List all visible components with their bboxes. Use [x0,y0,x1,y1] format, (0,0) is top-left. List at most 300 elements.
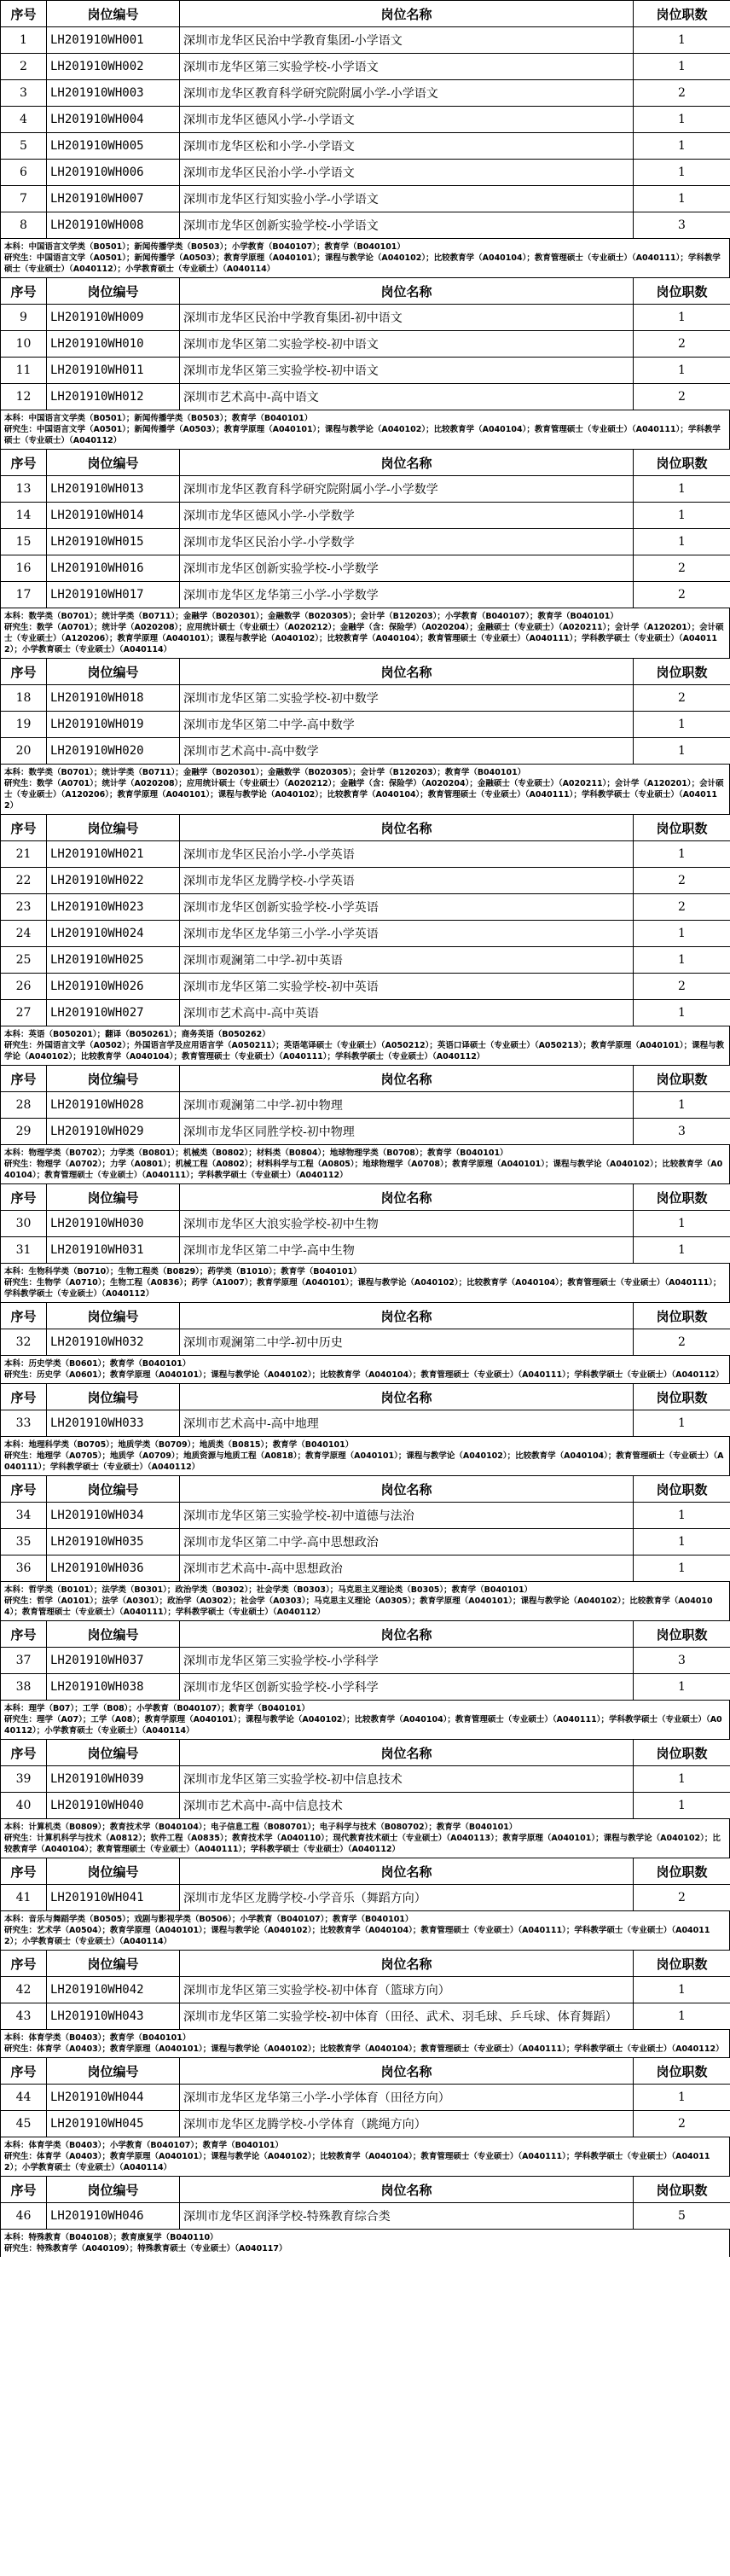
post-name-cell: 深圳市龙华区龙华第三小学-小学英语 [180,921,634,947]
post-code-cell: LH201910WH011 [47,358,180,384]
seq-cell: 24 [1,921,47,947]
post-count-cell: 2 [634,868,730,894]
post-count-cell: 1 [634,503,730,529]
header-post-name: 岗位名称 [180,1476,634,1503]
post-count-cell: 1 [634,27,730,54]
post-code-cell: LH201910WH019 [47,712,180,738]
table-header-row [1,278,730,305]
post-count-cell: 2 [634,1885,730,1911]
table-header-row [1,1740,730,1766]
post-count-cell: 1 [634,921,730,947]
seq-cell: 33 [1,1410,47,1437]
post-name-cell: 深圳市龙华区第三实验学校-初中信息技术 [180,1766,634,1793]
post-code-cell: LH201910WH040 [47,1793,180,1819]
table-row [1,1766,730,1793]
table-row [1,1119,730,1145]
post-count-cell: 1 [634,1555,730,1582]
table-header-row [1,2177,730,2203]
header-post-name: 岗位名称 [180,1621,634,1648]
header-seq: 序号 [1,450,47,476]
seq-cell: 31 [1,1237,47,1264]
header-post-count: 岗位职数 [634,1740,730,1766]
positions-table [0,449,730,608]
post-code-cell: LH201910WH009 [47,305,180,331]
post-code-cell: LH201910WH014 [47,503,180,529]
header-post-count: 岗位职数 [634,1621,730,1648]
post-count-cell: 1 [634,738,730,765]
seq-cell: 13 [1,476,47,503]
header-seq: 序号 [1,1621,47,1648]
major-requirements-note: 本科：体育学类（B0403）；小学教育（B040107）；教育学（B040101） 研究生：体育学（A0403）；教育学原理（A040101）；课程与教学论（A040102）；比较教育学（A040104）；教育管理硕士（专业硕士）（A040111）；学科教学硕士（专业硕士）（A040112）；小学教育硕士（专业硕士）（A040114） [0,2137,730,2176]
seq-cell: 43 [1,2003,47,2030]
post-count-cell: 2 [634,974,730,1000]
header-code: 岗位编号 [47,1858,180,1885]
table-row [1,1000,730,1026]
post-count-cell: 2 [634,555,730,582]
header-post-count: 岗位职数 [634,1066,730,1092]
post-name-cell: 深圳市艺术高中-高中地理 [180,1410,634,1437]
positions-table [0,1065,730,1145]
table-row [1,80,730,107]
seq-cell: 8 [1,212,47,239]
post-name-cell: 深圳市龙华区第二中学-高中数学 [180,712,634,738]
post-count-cell: 1 [634,1977,730,2003]
post-name-cell: 深圳市艺术高中-高中思想政治 [180,1555,634,1582]
post-code-cell: LH201910WH003 [47,80,180,107]
post-code-cell: LH201910WH028 [47,1092,180,1119]
table-row [1,685,730,712]
header-post-count: 岗位职数 [634,1951,730,1977]
post-name-cell: 深圳市龙华区第二中学-高中思想政治 [180,1529,634,1555]
post-name-cell: 深圳市观澜第二中学-初中历史 [180,1329,634,1356]
header-post-count: 岗位职数 [634,659,730,685]
post-code-cell: LH201910WH020 [47,738,180,765]
header-seq: 序号 [1,1384,47,1410]
post-count-cell: 1 [634,529,730,555]
table-row [1,1885,730,1911]
post-code-cell: LH201910WH035 [47,1529,180,1555]
header-seq: 序号 [1,1303,47,1329]
header-post-name: 岗位名称 [180,278,634,305]
seq-cell: 12 [1,384,47,410]
post-name-cell: 深圳市龙华区民治中学教育集团-小学语文 [180,27,634,54]
post-count-cell: 1 [634,2085,730,2111]
seq-cell: 18 [1,685,47,712]
seq-cell: 11 [1,358,47,384]
post-code-cell: LH201910WH043 [47,2003,180,2030]
table-row [1,1329,730,1356]
post-code-cell: LH201910WH010 [47,331,180,358]
post-code-cell: LH201910WH004 [47,107,180,133]
post-count-cell: 1 [634,1000,730,1026]
header-post-count: 岗位职数 [634,1476,730,1503]
table-row [1,738,730,765]
table-row [1,894,730,921]
header-seq: 序号 [1,1858,47,1885]
major-requirements-note: 本科：历史学类（B0601）；教育学（B040101） 研究生：历史学（A0601）；教育学原理（A040101）；课程与教学论（A040102）；比较教育学（A040104）；教育管理硕士（专业硕士）（A040111）；学科教学硕士（专业硕士）（A040112） [0,1356,730,1383]
seq-cell: 32 [1,1329,47,1356]
header-code: 岗位编号 [47,1066,180,1092]
post-code-cell: LH201910WH044 [47,2085,180,2111]
major-requirements-note: 本科：英语（B050201）；翻译（B050261）；商务英语（B050262） 研究生：外国语言文学（A0502）；外国语言学及应用语言学（A050211）；英语笔译硕士（专业硕士）（A050212）；英语口译硕士（专业硕士）（A050213）；教育学原理（A040101）；课程与教学论（A040102）；比较教育学（A040104）；教育管理硕士（专业硕士）（A040111）；学科教学硕士（专业硕士）（A040112） [0,1026,730,1065]
header-post-count: 岗位职数 [634,1184,730,1211]
header-post-name: 岗位名称 [180,1951,634,1977]
table-header-row [1,1951,730,1977]
header-code: 岗位编号 [47,2177,180,2203]
header-post-count: 岗位职数 [634,2177,730,2203]
post-name-cell: 深圳市龙华区第三实验学校-初中体育（篮球方向） [180,1977,634,2003]
table-header-row [1,1621,730,1648]
post-name-cell: 深圳市龙华区创新实验学校-小学数学 [180,555,634,582]
seq-cell: 26 [1,974,47,1000]
post-count-cell: 1 [634,1503,730,1529]
seq-cell: 23 [1,894,47,921]
header-post-name: 岗位名称 [180,450,634,476]
header-post-name: 岗位名称 [180,1184,634,1211]
seq-cell: 36 [1,1555,47,1582]
post-count-cell: 1 [634,712,730,738]
header-seq: 序号 [1,1740,47,1766]
post-code-cell: LH201910WH018 [47,685,180,712]
post-count-cell: 1 [634,1793,730,1819]
table-row [1,555,730,582]
post-count-cell: 1 [634,107,730,133]
post-code-cell: LH201910WH046 [47,2203,180,2230]
post-count-cell: 3 [634,1119,730,1145]
seq-cell: 35 [1,1529,47,1555]
header-post-name: 岗位名称 [180,2058,634,2085]
table-header-row [1,1184,730,1211]
header-post-count: 岗位职数 [634,450,730,476]
table-header-row [1,1858,730,1885]
post-name-cell: 深圳市龙华区润泽学校-特殊教育综合类 [180,2203,634,2230]
header-post-name: 岗位名称 [180,1740,634,1766]
post-code-cell: LH201910WH016 [47,555,180,582]
header-code: 岗位编号 [47,659,180,685]
table-row [1,1529,730,1555]
table-row [1,947,730,974]
post-count-cell: 2 [634,685,730,712]
post-code-cell: LH201910WH017 [47,582,180,608]
table-row [1,921,730,947]
table-header-row [1,1303,730,1329]
major-requirements-note: 本科：哲学类（B0101）；法学类（B0301）；政治学类（B0302）；社会学类（B0303）；马克思主义理论类（B0305）；教育学（B040101） 研究生：哲学（A0101）；法学（A0301）；政治学（A0302）；社会学（A0303）；马克思主义理论（A0305）；教育学原理（A040101）；课程与教学论（A040102）；比较教育学（A040104）；教育管理硕士（专业硕士）（A040111）；学科教学硕士（专业硕士）（A040112） [0,1582,730,1620]
post-count-cell: 3 [634,1648,730,1674]
header-post-count: 岗位职数 [634,1303,730,1329]
post-count-cell: 1 [634,1092,730,1119]
positions-table [0,1302,730,1356]
header-code: 岗位编号 [47,1303,180,1329]
seq-cell: 34 [1,1503,47,1529]
header-post-count: 岗位职数 [634,2058,730,2085]
table-row [1,974,730,1000]
seq-cell: 41 [1,1885,47,1911]
post-code-cell: LH201910WH029 [47,1119,180,1145]
post-name-cell: 深圳市龙华区第三实验学校-初中语文 [180,358,634,384]
post-code-cell: LH201910WH001 [47,27,180,54]
post-code-cell: LH201910WH022 [47,868,180,894]
post-name-cell: 深圳市艺术高中-高中信息技术 [180,1793,634,1819]
table-header-row [1,450,730,476]
post-name-cell: 深圳市龙华区龙华第三小学-小学数学 [180,582,634,608]
post-name-cell: 深圳市龙华区龙华第三小学-小学体育（田径方向） [180,2085,634,2111]
post-code-cell: LH201910WH015 [47,529,180,555]
post-count-cell: 2 [634,894,730,921]
post-name-cell: 深圳市龙华区同胜学校-初中物理 [180,1119,634,1145]
seq-cell: 21 [1,841,47,868]
seq-cell: 2 [1,54,47,80]
post-code-cell: LH201910WH023 [47,894,180,921]
post-code-cell: LH201910WH041 [47,1885,180,1911]
seq-cell: 7 [1,186,47,212]
seq-cell: 17 [1,582,47,608]
table-row [1,529,730,555]
post-name-cell: 深圳市龙华区大浪实验学校-初中生物 [180,1211,634,1237]
post-name-cell: 深圳市龙华区行知实验小学-小学语文 [180,186,634,212]
table-row [1,1092,730,1119]
post-name-cell: 深圳市龙华区创新实验学校-小学语文 [180,212,634,239]
table-header-row [1,815,730,841]
header-code: 岗位编号 [47,1740,180,1766]
header-code: 岗位编号 [47,1951,180,1977]
header-post-name: 岗位名称 [180,1858,634,1885]
post-code-cell: LH201910WH036 [47,1555,180,1582]
positions-table [0,1950,730,2030]
post-code-cell: LH201910WH042 [47,1977,180,2003]
major-requirements-note: 本科：计算机类（B0809）；教育技术学（B040104）；电子信息工程（B080701）；电子科学与技术（B080702）；教育学（B040101） 研究生：计算机科学与技术（A0812）；软件工程（A0835）；教育技术学（A040110）；现代教育技术硕士（专业硕士）（A040113）；教育学原理（A040101）；课程与教学论（A040102）；比较教育学（A040104）；教育管理硕士（专业硕士）（A040111）；学科教学硕士（专业硕士）（A040112） [0,1819,730,1858]
positions-table [0,1383,730,1437]
table-row [1,476,730,503]
post-count-cell: 1 [634,1237,730,1264]
seq-cell: 19 [1,712,47,738]
header-post-name: 岗位名称 [180,1303,634,1329]
post-code-cell: LH201910WH038 [47,1674,180,1701]
header-post-count: 岗位职数 [634,1,730,27]
post-code-cell: LH201910WH045 [47,2111,180,2137]
positions-table [0,658,730,765]
header-seq: 序号 [1,278,47,305]
post-code-cell: LH201910WH025 [47,947,180,974]
post-count-cell: 1 [634,2003,730,2030]
seq-cell: 38 [1,1674,47,1701]
post-count-cell: 1 [634,358,730,384]
seq-cell: 9 [1,305,47,331]
seq-cell: 27 [1,1000,47,1026]
table-row [1,712,730,738]
post-name-cell: 深圳市龙华区民治中学教育集团-初中语文 [180,305,634,331]
table-row [1,212,730,239]
post-name-cell: 深圳市龙华区第二实验学校-初中数学 [180,685,634,712]
post-code-cell: LH201910WH021 [47,841,180,868]
post-count-cell: 1 [634,1410,730,1437]
table-header-row [1,1384,730,1410]
post-code-cell: LH201910WH006 [47,160,180,186]
table-row [1,1674,730,1701]
table-row [1,1648,730,1674]
positions-table [0,277,730,410]
header-post-count: 岗位职数 [634,278,730,305]
table-header-row [1,1066,730,1092]
post-count-cell: 1 [634,476,730,503]
header-seq: 序号 [1,1,47,27]
seq-cell: 42 [1,1977,47,2003]
major-requirements-note: 本科：地理科学类（B0705）；地质学类（B0709）；地质类（B0815）；教育学（B040101） 研究生：地理学（A0705）；地质学（A0709）；地质资源与地质工程（A0818）；教育学原理（A040101）；课程与教学论（A040102）；比较教育学（A040104）；教育管理硕士（专业硕士）（A040111）；学科教学硕士（专业硕士）（A040112） [0,1437,730,1475]
table-header-row [1,2058,730,2085]
post-count-cell: 1 [634,947,730,974]
post-name-cell: 深圳市龙华区第三实验学校-小学语文 [180,54,634,80]
post-count-cell: 2 [634,582,730,608]
post-code-cell: LH201910WH005 [47,133,180,160]
major-requirements-note: 本科：中国语言文学类（B0501）；新闻传播学类（B0503）；小学教育（B040107）；教育学（B040101） 研究生：中国语言文学（A0501）；新闻传播学（A0503）；教育学原理（A040101）；课程与教学论（A040102）；比较教育学（A040104）；教育管理硕士（专业硕士）（A040111）；学科教学硕士（专业硕士）（A040112）；小学教育硕士（专业硕士）（A040114） [0,239,730,277]
seq-cell: 6 [1,160,47,186]
post-name-cell: 深圳市龙华区民治小学-小学英语 [180,841,634,868]
header-seq: 序号 [1,2177,47,2203]
post-name-cell: 深圳市龙华区民治小学-小学数学 [180,529,634,555]
table-row [1,54,730,80]
seq-cell: 16 [1,555,47,582]
header-seq: 序号 [1,659,47,685]
table-row [1,2003,730,2030]
positions-table [0,0,730,239]
post-name-cell: 深圳市艺术高中-高中数学 [180,738,634,765]
major-requirements-note: 本科：体育学类（B0403）；教育学（B040101） 研究生：体育学（A0403）；教育学原理（A040101）；课程与教学论（A040102）；比较教育学（A040104）；教育管理硕士（专业硕士）（A040111）；学科教学硕士（专业硕士）（A040112） [0,2030,730,2057]
table-row [1,868,730,894]
table-header-row [1,1476,730,1503]
table-row [1,1237,730,1264]
seq-cell: 15 [1,529,47,555]
post-code-cell: LH201910WH030 [47,1211,180,1237]
post-count-cell: 1 [634,186,730,212]
seq-cell: 22 [1,868,47,894]
header-post-count: 岗位职数 [634,815,730,841]
seq-cell: 46 [1,2203,47,2230]
post-name-cell: 深圳市龙华区创新实验学校-小学英语 [180,894,634,921]
table-row [1,2085,730,2111]
post-code-cell: LH201910WH031 [47,1237,180,1264]
post-count-cell: 2 [634,331,730,358]
post-count-cell: 1 [634,1766,730,1793]
header-code: 岗位编号 [47,1184,180,1211]
header-code: 岗位编号 [47,1476,180,1503]
header-post-name: 岗位名称 [180,659,634,685]
seq-cell: 40 [1,1793,47,1819]
header-seq: 序号 [1,815,47,841]
seq-cell: 3 [1,80,47,107]
seq-cell: 37 [1,1648,47,1674]
post-name-cell: 深圳市龙华区民治小学-小学语文 [180,160,634,186]
header-post-count: 岗位职数 [634,1858,730,1885]
table-row [1,1410,730,1437]
post-count-cell: 3 [634,212,730,239]
post-code-cell: LH201910WH033 [47,1410,180,1437]
table-row [1,305,730,331]
post-code-cell: LH201910WH008 [47,212,180,239]
seq-cell: 5 [1,133,47,160]
post-name-cell: 深圳市龙华区龙腾学校-小学体育（跳绳方向） [180,2111,634,2137]
post-name-cell: 深圳市龙华区第三实验学校-初中道德与法治 [180,1503,634,1529]
header-post-name: 岗位名称 [180,1,634,27]
post-count-cell: 1 [634,1674,730,1701]
major-requirements-note: 本科：音乐与舞蹈学类（B0505）；戏剧与影视学类（B0506）；小学教育（B040107）；教育学（B040101） 研究生：艺术学（A0504）；教育学原理（A040101）；课程与教学论（A040102）；比较教育学（A040104）；教育管理硕士（专业硕士）（A040111）；学科教学硕士（专业硕士）（A040112）；小学教育硕士（专业硕士）（A040114） [0,1911,730,1950]
post-code-cell: LH201910WH037 [47,1648,180,1674]
post-name-cell: 深圳市龙华区德风小学-小学数学 [180,503,634,529]
post-count-cell: 5 [634,2203,730,2230]
header-code: 岗位编号 [47,278,180,305]
header-code: 岗位编号 [47,815,180,841]
table-row [1,582,730,608]
seq-cell: 29 [1,1119,47,1145]
table-row [1,186,730,212]
post-count-cell: 2 [634,2111,730,2137]
post-name-cell: 深圳市艺术高中-高中语文 [180,384,634,410]
post-count-cell: 1 [634,160,730,186]
post-name-cell: 深圳市龙华区龙腾学校-小学英语 [180,868,634,894]
post-name-cell: 深圳市观澜第二中学-初中物理 [180,1092,634,1119]
table-row [1,27,730,54]
header-post-name: 岗位名称 [180,2177,634,2203]
table-row [1,2111,730,2137]
major-requirements-note: 本科：数学类（B0701）；统计学类（B0711）；金融学（B020301）；金融数学（B020305）；会计学（B120203）；教育学（B040101） 研究生：数学（A0701）；统计学（A020208）；应用统计硕士（专业硕士）（A020212）；金融学（含：保险学）（A020204）；金融硕士（专业硕士）（A020211）；会计学（A120201）；会计硕士（专业硕士）（A120206）；教育学原理（A040101）；课程与教学论（A040102）；比较教育学（A040104）；教育管理硕士（专业硕士）（A040111）；学科教学硕士（专业硕士）（A040112） [0,765,730,814]
table-header-row [1,1,730,27]
table-row [1,358,730,384]
seq-cell: 10 [1,331,47,358]
table-row [1,1977,730,2003]
header-seq: 序号 [1,2058,47,2085]
positions-table [0,814,730,1026]
header-post-name: 岗位名称 [180,1066,634,1092]
table-row [1,331,730,358]
post-code-cell: LH201910WH013 [47,476,180,503]
positions-table [0,1739,730,1819]
table-row [1,160,730,186]
post-name-cell: 深圳市艺术高中-高中英语 [180,1000,634,1026]
header-post-count: 岗位职数 [634,1384,730,1410]
post-count-cell: 1 [634,133,730,160]
seq-cell: 1 [1,27,47,54]
positions-table [0,1858,730,1911]
seq-cell: 39 [1,1766,47,1793]
table-row [1,1555,730,1582]
positions-table [0,1183,730,1264]
seq-cell: 4 [1,107,47,133]
header-seq: 序号 [1,1476,47,1503]
post-name-cell: 深圳市龙华区第三实验学校-小学科学 [180,1648,634,1674]
positions-table [0,1475,730,1582]
post-code-cell: LH201910WH039 [47,1766,180,1793]
post-code-cell: LH201910WH002 [47,54,180,80]
table-row [1,133,730,160]
post-code-cell: LH201910WH024 [47,921,180,947]
table-row [1,384,730,410]
seq-cell: 20 [1,738,47,765]
seq-cell: 30 [1,1211,47,1237]
header-code: 岗位编号 [47,1384,180,1410]
post-name-cell: 深圳市龙华区第二实验学校-初中英语 [180,974,634,1000]
header-seq: 序号 [1,1066,47,1092]
table-row [1,107,730,133]
table-row [1,1793,730,1819]
table-row [1,2203,730,2230]
positions-table [0,1620,730,1701]
post-name-cell: 深圳市龙华区教育科学研究院附属小学-小学数学 [180,476,634,503]
post-name-cell: 深圳市龙华区教育科学研究院附属小学-小学语文 [180,80,634,107]
post-name-cell: 深圳市龙华区德风小学-小学语文 [180,107,634,133]
major-requirements-note: 本科：数学类（B0701）；统计学类（B0711）；金融学（B020301）；金融数学（B020305）；会计学（B120203）；小学教育（B040107）；教育学（B040101） 研究生：数学（A0701）；统计学（A020208）；应用统计硕士（专业硕士）（A020212）；金融学（含：保险学）（A020204）；金融硕士（专业硕士）（A020211）；会计学（A120201）；会计硕士（专业硕士）（A120206）；教育学原理（A040101）；课程与教学论（A040102）；比较教育学（A040104）；教育管理硕士（专业硕士）（A040111）；学科教学硕士（专业硕士）（A040112）；小学教育硕士（专业硕士）（A040114） [0,608,730,658]
header-seq: 序号 [1,1184,47,1211]
table-row [1,1503,730,1529]
post-code-cell: LH201910WH012 [47,384,180,410]
header-post-name: 岗位名称 [180,1384,634,1410]
